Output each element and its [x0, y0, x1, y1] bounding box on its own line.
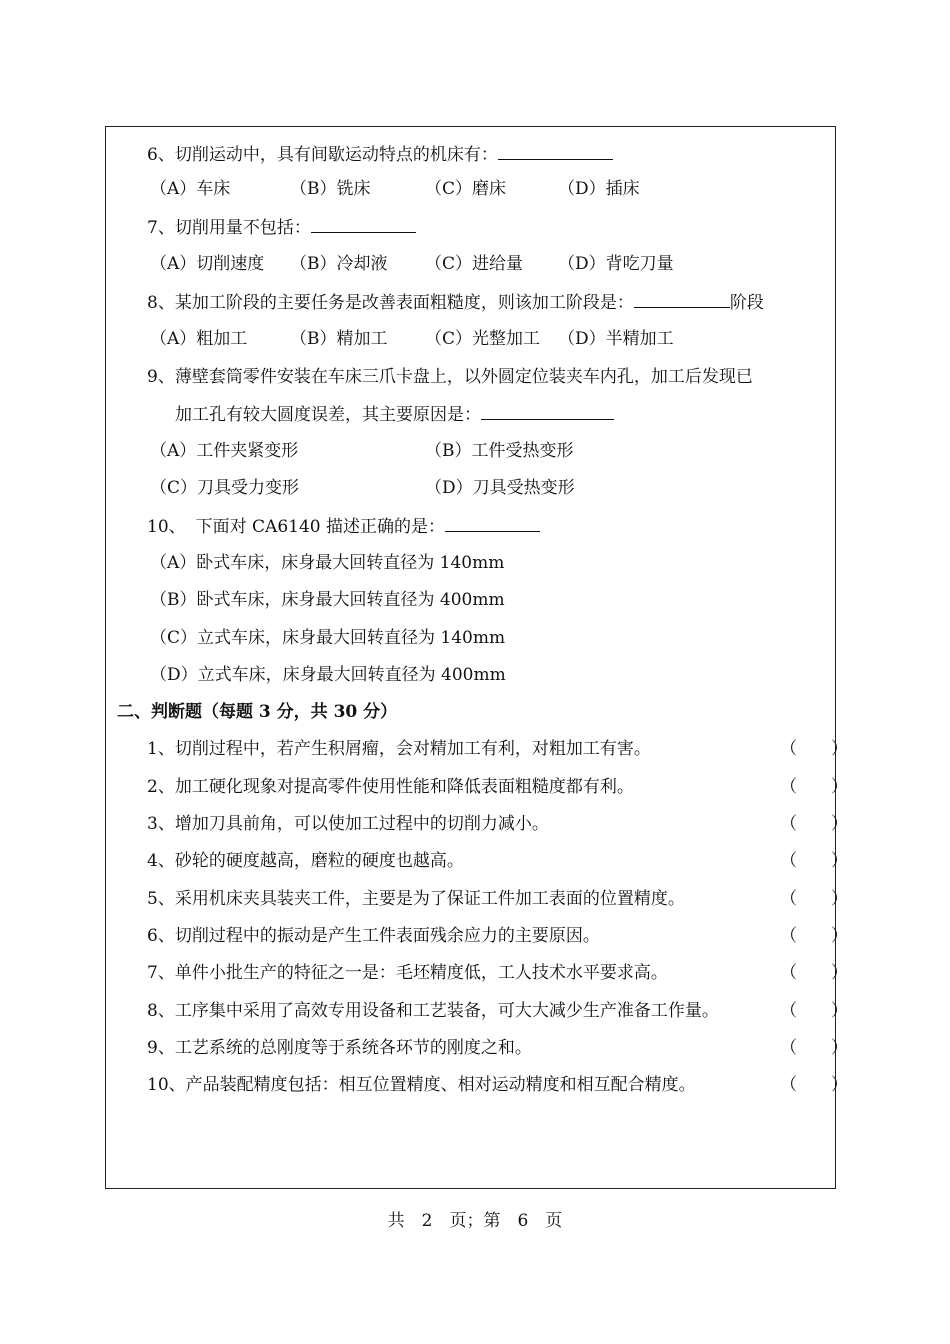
answer-parentheses[interactable]: （ ）: [780, 1001, 848, 1021]
judgment-item: 6、切削过程中的振动是产生工件表面残余应力的主要原因。: [147, 926, 600, 946]
answer-blank[interactable]: [498, 143, 613, 160]
q10-option-a: （A）卧式车床，床身最大回转直径为 140mm: [150, 553, 505, 573]
section-heading: 二、判断题（每题 3 分，共 30 分）: [117, 702, 398, 722]
answer-parentheses[interactable]: （ ）: [780, 889, 848, 909]
answer-blank[interactable]: [634, 291, 730, 308]
answer-parentheses[interactable]: （ ）: [780, 814, 848, 834]
q6-option-c: （C）磨床: [425, 179, 507, 199]
q10-option-c: （C）立式车床，床身最大回转直径为 140mm: [150, 628, 506, 648]
judgment-item: 10、产品装配精度包括：相互位置精度、相对运动精度和相互配合精度。: [147, 1075, 696, 1095]
judgment-item: 1、切削过程中，若产生积屑瘤，会对精加工有利，对粗加工有害。: [147, 739, 651, 759]
q9-option-a: （A）工件夹紧变形: [150, 441, 299, 461]
answer-parentheses[interactable]: （ ）: [780, 963, 848, 983]
answer-parentheses[interactable]: （ ）: [780, 851, 848, 871]
q9-option-d: （D）刀具受热变形: [425, 478, 575, 498]
judgment-item: 5、采用机床夹具装夹工件，主要是为了保证工件加工表面的位置精度。: [147, 889, 685, 909]
q8-option-c: （C）光整加工: [425, 329, 541, 349]
q9-option-c: （C）刀具受力变形: [150, 478, 300, 498]
answer-parentheses[interactable]: （ ）: [780, 1038, 848, 1058]
q8-option-a: （A）粗加工: [150, 329, 248, 349]
q7-option-b: （B）冷却液: [290, 254, 388, 274]
answer-parentheses[interactable]: （ ）: [780, 777, 848, 797]
judgment-item: 7、单件小批生产的特征之一是：毛坯精度低，工人技术水平要求高。: [147, 963, 668, 983]
q8-option-b: （B）精加工: [290, 329, 388, 349]
question-9-continued: 加工孔有较大圆度误差，其主要原因是：: [175, 403, 614, 426]
question-7: 7、切削用量不包括：: [147, 216, 416, 239]
question-10: 10、 下面对 CA6140 描述正确的是：: [147, 515, 540, 538]
q10-option-d: （D）立式车床，床身最大回转直径为 400mm: [150, 665, 506, 685]
page-footer: 共 2 页；第 6 页: [387, 1211, 563, 1231]
q8-option-d: （D）半精加工: [558, 329, 674, 349]
answer-blank[interactable]: [311, 216, 416, 233]
q7-option-c: （C）进给量: [425, 254, 524, 274]
answer-parentheses[interactable]: （ ）: [780, 926, 848, 946]
question-9: 9、薄壁套筒零件安装在车床三爪卡盘上，以外圆定位装夹车内孔，加工后发现已: [147, 367, 753, 387]
q10-option-b: （B）卧式车床，床身最大回转直径为 400mm: [150, 590, 505, 610]
answer-blank[interactable]: [445, 515, 540, 532]
judgment-item: 3、增加刀具前角，可以使加工过程中的切削力减小。: [147, 814, 549, 834]
question-6: 6、切削运动中，具有间歇运动特点的机床有：: [147, 143, 613, 166]
q7-option-a: （A）切削速度: [150, 254, 265, 274]
question-8: 8、某加工阶段的主要任务是改善表面粗糙度，则该加工阶段是： 阶段: [147, 293, 764, 313]
answer-blank[interactable]: [481, 403, 614, 420]
q6-option-a: （A）车床: [150, 179, 231, 199]
judgment-item: 4、砂轮的硬度越高，磨粒的硬度也越高。: [147, 851, 464, 871]
q7-option-d: （D）背吃刀量: [558, 254, 674, 274]
judgment-item: 8、工序集中采用了高效专用设备和工艺装备，可大大减少生产准备工作量。: [147, 1001, 719, 1021]
judgment-item: 2、加工硬化现象对提高零件使用性能和降低表面粗糙度都有利。: [147, 777, 634, 797]
q6-option-d: （D）插床: [558, 179, 640, 199]
q6-option-b: （B）铣床: [290, 179, 371, 199]
exam-frame: [105, 126, 836, 1189]
answer-parentheses[interactable]: （ ）: [780, 739, 848, 759]
q9-option-b: （B）工件受热变形: [425, 441, 574, 461]
answer-parentheses[interactable]: （ ）: [780, 1075, 848, 1095]
judgment-item: 9、工艺系统的总刚度等于系统各环节的刚度之和。: [147, 1038, 532, 1058]
